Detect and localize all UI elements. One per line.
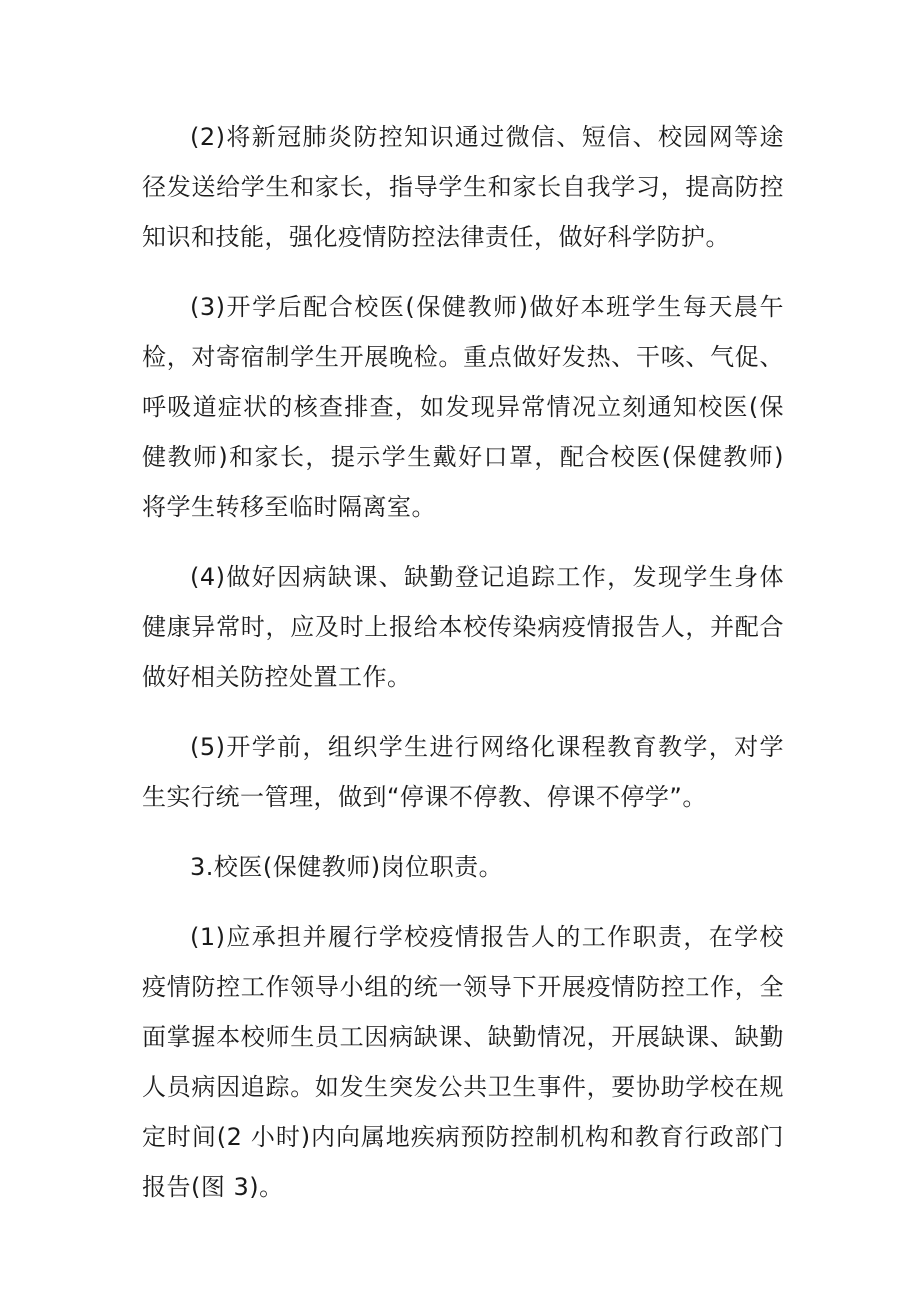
paragraph-epidemic-reporting: (1)应承担并履行学校疫情报告人的工作职责，在学校疫情防控工作领导小组的统一领导下开展疫情防控工作，全面掌握本校师生员工因病缺课、缺勤情况，开展缺课、缺勤人员病因追踪。如发生突发公共卫生事件，要协助学校在规定时间(2 小时)内向属地疾病预防控制机构和教育行政部门报告(图 3)。 bbox=[142, 923, 784, 1201]
document-body bbox=[142, 112, 784, 1232]
paragraph-online-teaching: (5)开学前，组织学生进行网络化课程教育教学，对学生实行统一管理，做到“停课不停教、停课不停学”。 bbox=[142, 733, 784, 811]
paragraph-parent-notification: (2)将新冠肺炎防控知识通过微信、短信、校园网等途径发送给学生和家长，指导学生和家长自我学习，提高防控知识和技能，强化疫情防控法律责任，做好科学防护。 bbox=[142, 123, 784, 251]
paragraph-absence-tracking: (4)做好因病缺课、缺勤登记追踪工作，发现学生身体健康异常时，应及时上报给本校传染病疫情报告人，并配合做好相关防控处置工作。 bbox=[142, 563, 784, 691]
section-heading-school-doctor-duties: 3.校医(保健教师)岗位职责。 bbox=[190, 853, 504, 881]
paragraph-daily-checks: (3)开学后配合校医(保健教师)做好本班学生每天晨午检，对寄宿制学生开展晚检。重点做好发热、干咳、气促、呼吸道症状的核查排查，如发现异常情况立刻通知校医(保健教师)和家长，提示学生戴好口罩，配合校医(保健教师)将学生转移至临时隔离室。 bbox=[142, 293, 784, 521]
